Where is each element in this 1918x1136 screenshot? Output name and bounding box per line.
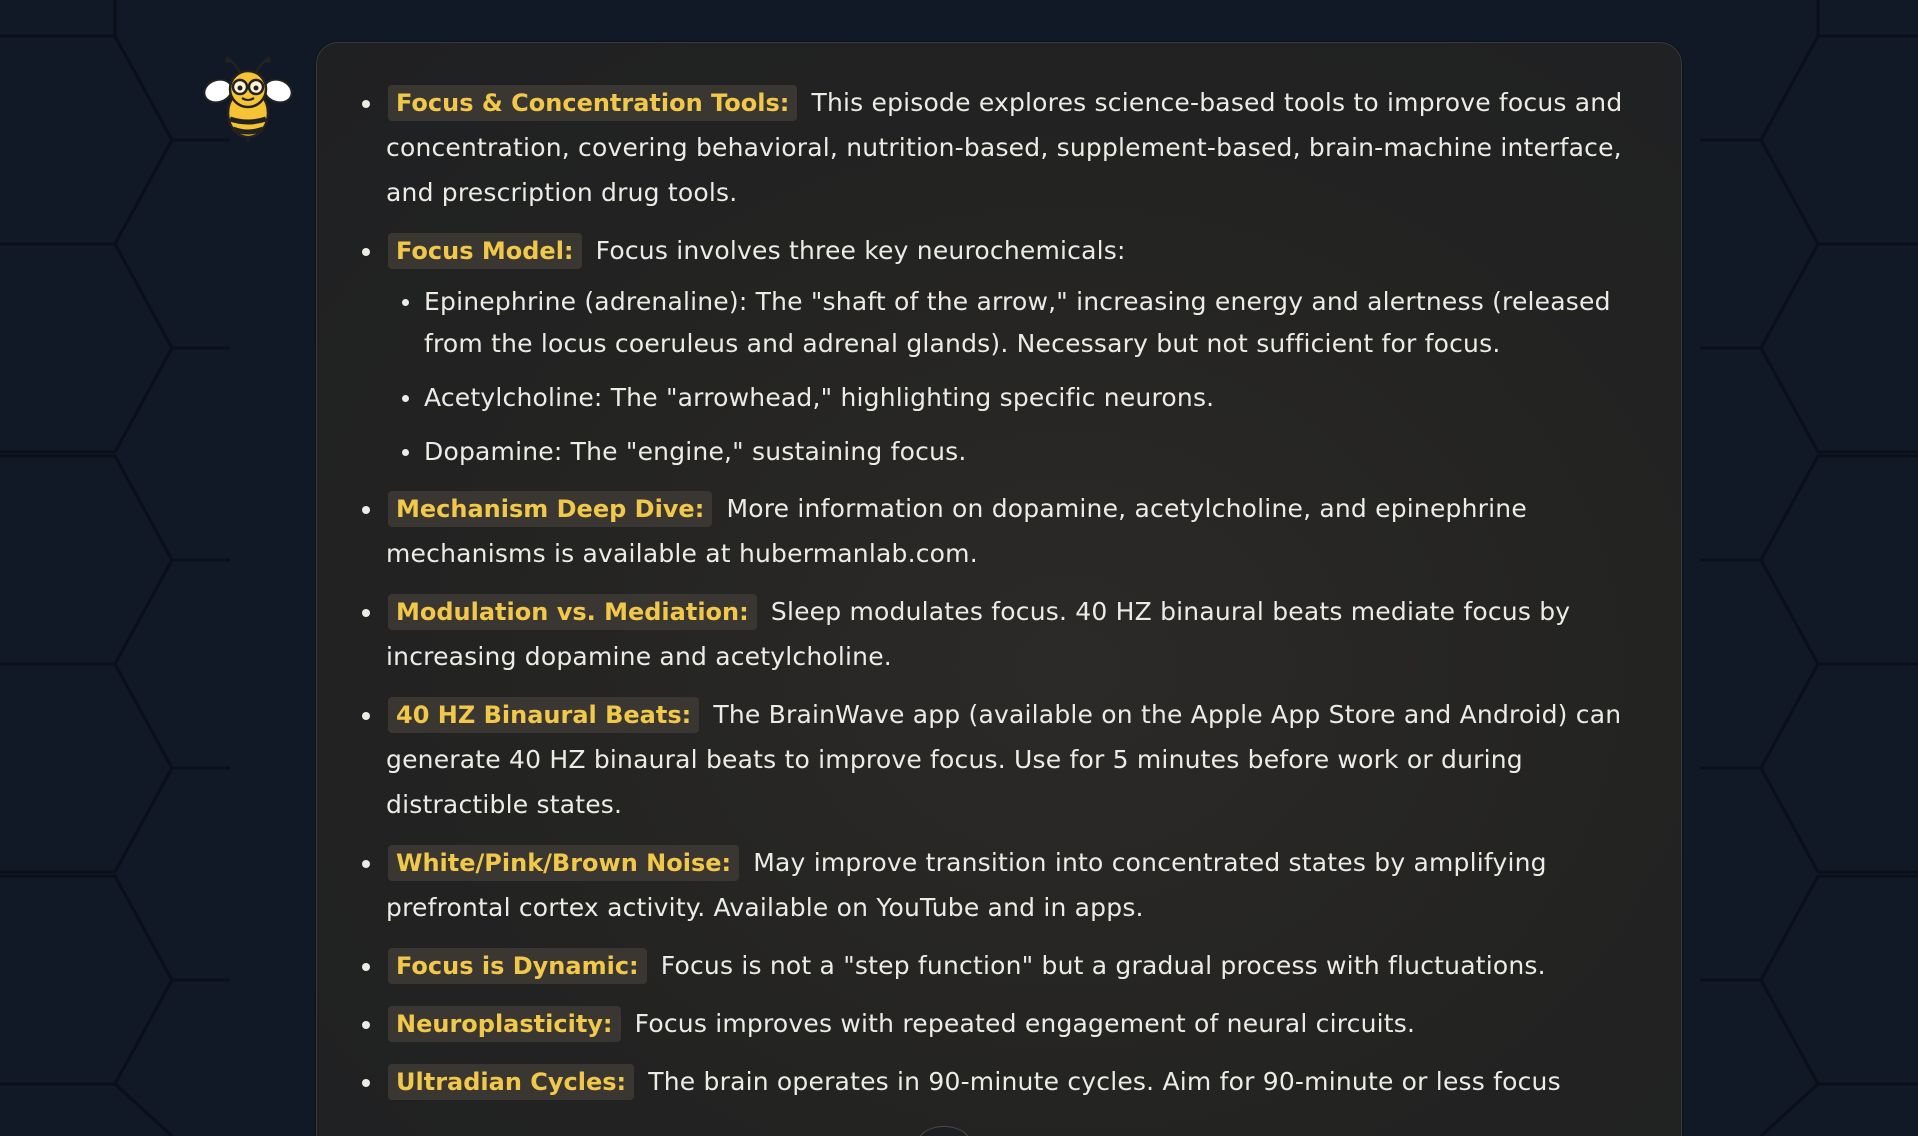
- summary-item-text: May improve transition into concentrated states by amplifying prefrontal cortex activity. Available on YouTube and in apps.: [386, 848, 1547, 922]
- summary-item-text: More information on dopamine, acetylcholine, and epinephrine mechanisms is available at hubermanlab.com.: [386, 494, 1527, 568]
- summary-item-text: Focus is not a "step function" but a gradual process with fluctuations.: [652, 951, 1546, 980]
- summary-item-text: Focus improves with repeated engagement of neural circuits.: [626, 1009, 1416, 1038]
- summary-sublist: [424, 281, 1646, 473]
- summary-subitem: Dopamine: The "engine," sustaining focus.: [424, 431, 1646, 473]
- summary-subitem: Epinephrine (adrenaline): The "shaft of the arrow," increasing energy and alertness (released from the locus coeruleus and adrenal glands). Necessary but not sufficient for focus.: [424, 281, 1646, 365]
- summary-item: [386, 692, 1646, 827]
- summary-item: [386, 228, 1646, 473]
- summary-item: [386, 1001, 1646, 1046]
- summary-item-tag: White/Pink/Brown Noise:: [388, 845, 739, 881]
- summary-item: [386, 1059, 1646, 1104]
- bee-mascot-icon: [202, 55, 294, 147]
- summary-item: [386, 840, 1646, 930]
- summary-item-tag: Focus & Concentration Tools:: [388, 85, 797, 121]
- summary-subitem: Acetylcholine: The "arrowhead," highlighting specific neurons.: [424, 377, 1646, 419]
- summary-item-text: The BrainWave app (available on the Apple App Store and Android) can generate 40 HZ binaural beats to improve focus. Use for 5 minutes before work or during distractible states.: [386, 700, 1622, 819]
- summary-item-tag: Modulation vs. Mediation:: [388, 594, 757, 630]
- summary-item-text: Focus involves three key neurochemicals:: [587, 236, 1126, 265]
- summary-item: [386, 486, 1646, 576]
- summary-item-tag: Focus is Dynamic:: [388, 948, 647, 984]
- summary-item-tag: Focus Model:: [388, 233, 582, 269]
- summary-item-tag: Ultradian Cycles:: [388, 1064, 634, 1100]
- summary-item-tag: Neuroplasticity:: [388, 1006, 621, 1042]
- summary-item-text: This episode explores science-based tools to improve focus and concentration, covering behavioral, nutrition-based, supplement-based, brain-machine interface, and prescription drug tools.: [386, 88, 1623, 207]
- summary-item-tag: Mechanism Deep Dive:: [388, 491, 712, 527]
- summary-item: [386, 943, 1646, 988]
- summary-item: [386, 589, 1646, 679]
- summary-item-tag: 40 HZ Binaural Beats:: [388, 697, 699, 733]
- summary-list: [386, 80, 1646, 1117]
- summary-item-text: The brain operates in 90-minute cycles. Aim for 90-minute or less focus: [640, 1067, 1561, 1096]
- summary-item-text: Sleep modulates focus. 40 HZ binaural beats mediate focus by increasing dopamine and acetylcholine.: [386, 597, 1571, 671]
- summary-item: [386, 80, 1646, 215]
